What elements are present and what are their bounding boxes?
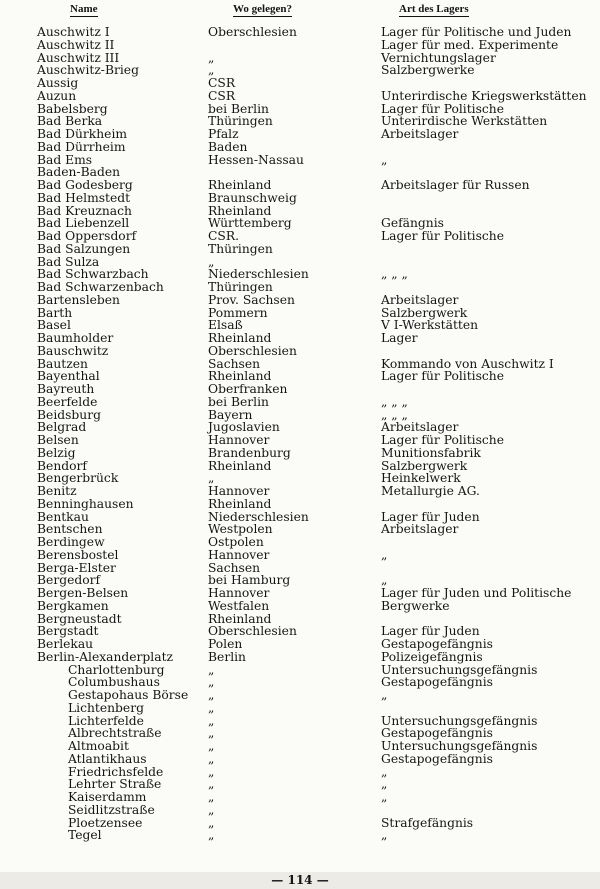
table-row (0, 307, 600, 320)
camp-type: Strafgefängnis (381, 815, 474, 830)
camp-location: „ (208, 828, 215, 843)
camp-location: Baden (208, 139, 248, 154)
camp-name: Benitz (37, 484, 77, 498)
camp-name: Bergneustadt (37, 611, 122, 626)
table-row (0, 536, 600, 549)
camp-type: Vernichtungslager (381, 50, 496, 65)
table-row (0, 689, 600, 702)
table-row (0, 26, 600, 39)
camp-location: Rheinland (208, 496, 272, 511)
camp-type: Salzbergwerk (381, 458, 468, 473)
page-footer (0, 872, 600, 889)
camp-location: Pommern (208, 305, 268, 320)
table-row (0, 421, 600, 434)
camp-name: Lichtenberg (68, 700, 144, 715)
camp-location: Prov. Sachsen (208, 292, 295, 307)
table-row (0, 740, 600, 753)
camp-location: CSR (208, 76, 236, 90)
camp-type: Untersuchungsgefängnis (381, 662, 538, 677)
camp-type: Lager für Politische (381, 101, 505, 116)
camp-location: Rheinland (208, 369, 272, 384)
camp-location: „ (208, 63, 215, 78)
camp-type: „ „ „ (381, 407, 408, 422)
camp-type: Unterirdische Kriegswerkstätten (381, 88, 587, 103)
camp-name: Bad Salzungen (37, 241, 131, 256)
camp-name: Auschwitz-Brieg (37, 63, 139, 78)
table-row (0, 498, 600, 511)
camp-name: Lehrter Straße (68, 777, 162, 792)
camp-location: Bayern (208, 407, 253, 422)
camp-type: Gestapogefängnis (381, 726, 493, 741)
camp-type: Salzbergwerk (381, 305, 468, 320)
camp-location: „ (208, 790, 215, 804)
table-row (0, 472, 600, 485)
camp-type: Bergwerke (381, 598, 450, 613)
camp-type: „ (381, 547, 388, 562)
table-row (0, 141, 600, 154)
camp-location: Hannover (208, 547, 270, 562)
camp-name: Baumholder (37, 331, 114, 345)
camp-name: Benninghausen (37, 496, 134, 511)
camp-name: Bentkau (37, 509, 89, 524)
camp-location: Thüringen (208, 114, 273, 129)
camp-location: Hessen-Nassau (208, 152, 304, 167)
camp-location: Thüringen (208, 241, 273, 256)
camp-name: Bergstadt (37, 624, 99, 639)
camp-location: Rheinland (208, 611, 272, 626)
camp-location: CSR. (208, 229, 240, 243)
column-header-name: Name (70, 3, 98, 15)
camp-name: Columbushaus (68, 675, 160, 690)
camp-type: „ (381, 573, 388, 588)
camp-name: Friedrichsfelde (68, 764, 164, 779)
camp-type: Arbeitslager (381, 420, 459, 435)
table-row (0, 651, 600, 664)
camp-location: „ (208, 471, 215, 486)
table-row (0, 702, 600, 715)
camp-location: „ (208, 815, 215, 830)
camp-name: Bendorf (37, 458, 87, 473)
table-row (0, 753, 600, 766)
table-row (0, 485, 600, 498)
camp-name: Lichterfelde (68, 713, 144, 728)
camp-type: Arbeitslager für Russen (381, 178, 530, 192)
camp-name: Auschwitz II (37, 37, 115, 52)
camp-name: Babelsberg (37, 101, 108, 116)
camp-name: Aussig (37, 76, 79, 90)
camp-type: Munitionsfabrik (381, 445, 481, 460)
camp-location: Rheinland (208, 458, 272, 473)
camp-type: Lager für Politische (381, 369, 505, 384)
camp-name: Berensbostel (37, 547, 119, 562)
camp-type: Lager (381, 331, 418, 345)
table-row (0, 549, 600, 562)
camp-type: Heinkelwerk (381, 471, 461, 486)
camp-name: Belzig (37, 445, 76, 460)
table-row (0, 39, 600, 52)
camp-location: Württemberg (208, 216, 292, 231)
camp-name: Altmoabit (68, 739, 129, 753)
camp-type: Kommando von Auschwitz I (381, 356, 554, 371)
camp-location: bei Berlin (208, 394, 269, 409)
camp-location: „ (208, 688, 215, 702)
camp-location: Pfalz (208, 127, 239, 141)
table-row (0, 804, 600, 817)
camp-name: Berlekau (37, 637, 94, 651)
camp-location: „ (208, 700, 215, 715)
camp-name: Auschwitz III (37, 50, 120, 65)
camp-name: Bautzen (37, 356, 88, 371)
camp-location: Thüringen (208, 280, 273, 294)
camp-name: Charlottenburg (68, 662, 165, 677)
camp-name: Belsen (37, 433, 79, 447)
camp-type: Lager für Politische und Juden (381, 25, 572, 39)
camp-location: Niederschlesien (208, 509, 309, 524)
camp-type: V I-Werkstätten (381, 318, 479, 333)
camp-name: Bengerbrück (37, 471, 119, 486)
camp-location: Rheinland (208, 178, 272, 192)
camp-type: Untersuchungsgefängnis (381, 713, 538, 728)
camp-type: „ (381, 828, 388, 843)
camp-type: „ „ „ (381, 267, 408, 282)
camp-name: Bad Schwarzbach (37, 267, 149, 282)
camp-name: Kaiserdamm (68, 790, 147, 804)
camp-type: „ (381, 764, 388, 779)
camp-name: Berlin-Alexanderplatz (37, 649, 173, 664)
camp-type: „ (381, 790, 388, 804)
table-row (0, 791, 600, 804)
table-row (0, 90, 600, 103)
table-row (0, 332, 600, 345)
camp-type: Untersuchungsgefängnis (381, 739, 538, 753)
table-row (0, 128, 600, 141)
camp-location: „ (208, 662, 215, 677)
camp-location: Westfalen (208, 598, 270, 613)
camp-name: Berga-Elster (37, 560, 116, 575)
camp-location: Rheinland (208, 331, 272, 345)
camp-type: Lager für Politische (381, 433, 505, 447)
camp-type: „ (381, 152, 388, 167)
camp-location: Elsaß (208, 318, 243, 333)
camp-name: Bad Liebenzell (37, 216, 130, 231)
camp-type: Arbeitslager (381, 522, 459, 537)
camp-name: Belgrad (37, 420, 87, 435)
table-row (0, 64, 600, 77)
camp-location: Oberschlesien (208, 343, 297, 358)
camp-name: Bergedorf (37, 573, 101, 588)
camp-location: Jugoslavien (208, 420, 280, 435)
table-header (0, 3, 600, 23)
camp-location: bei Berlin (208, 101, 269, 116)
camp-name: Bad Oppersdorf (37, 229, 137, 243)
camp-name: Atlantikhaus (68, 751, 147, 766)
camp-name: Bad Helmstedt (37, 190, 131, 205)
camp-name: Bad Sulza (37, 254, 100, 269)
camp-name: Bad Ems (37, 152, 93, 167)
camp-location: CSR (208, 88, 236, 103)
camp-location: „ (208, 50, 215, 65)
camp-name: Gestapohaus Börse (68, 688, 189, 702)
camp-name: Bentschen (37, 522, 103, 537)
camp-name: Bayreuth (37, 382, 95, 396)
table-row (0, 638, 600, 651)
camp-location: „ (208, 713, 215, 728)
page-number: — 114 — (271, 873, 329, 887)
camp-location: bei Hamburg (208, 573, 291, 588)
camp-location: Hannover (208, 484, 270, 498)
camp-type: „ (381, 688, 388, 702)
camp-type: Gestapogefängnis (381, 675, 493, 690)
camp-type: Lager für Juden (381, 624, 480, 639)
camp-type: Lager für Juden und Politische (381, 586, 572, 600)
camp-type: Lager für Politische (381, 229, 505, 243)
camp-location: „ (208, 764, 215, 779)
camp-location: Oberschlesien (208, 624, 297, 639)
camp-location: „ (208, 675, 215, 690)
camp-location: Polen (208, 637, 243, 651)
camp-name: Baden-Baden (37, 165, 121, 180)
camp-location: „ (208, 777, 215, 792)
camp-name: Barth (37, 305, 73, 320)
camp-location: Ostpolen (208, 535, 264, 549)
camp-type: Metallurgie AG. (381, 484, 480, 498)
camp-type: „ „ „ (381, 394, 408, 409)
camp-name: Bergen-Belsen (37, 586, 129, 600)
table-row (0, 77, 600, 90)
camp-name: Basel (37, 318, 71, 333)
table-row (0, 294, 600, 307)
camp-location: Oberfranken (208, 382, 288, 396)
camp-location: Westpolen (208, 522, 273, 537)
camp-type: Gestapogefängnis (381, 751, 493, 766)
camp-name: Bartensleben (37, 292, 120, 307)
table-row (0, 179, 600, 192)
camp-location: „ (208, 802, 215, 817)
camp-location: „ (208, 751, 215, 766)
camp-type: Gefängnis (381, 216, 444, 231)
camp-location: Berlin (208, 649, 246, 664)
camp-type: Lager für Juden (381, 509, 480, 524)
camp-type: „ (381, 777, 388, 792)
camp-name: Beerfelde (37, 394, 98, 409)
table-row (0, 243, 600, 256)
camp-location: Oberschlesien (208, 25, 297, 39)
camp-type: Unterirdische Werkstätten (381, 114, 548, 129)
camp-name: Bad Kreuznach (37, 203, 132, 218)
column-header-camp-type: Art des Lagers (399, 3, 469, 15)
column-header-location: Wo gelegen? (233, 3, 292, 15)
table-row (0, 600, 600, 613)
camp-type: Gestapogefängnis (381, 637, 493, 651)
table-row (0, 409, 600, 422)
camp-location: Brandenburg (208, 445, 291, 460)
table-row (0, 383, 600, 396)
camp-name: Ploetzensee (68, 815, 143, 830)
table-row (0, 447, 600, 460)
camp-location: Rheinland (208, 203, 272, 218)
camp-location: „ (208, 739, 215, 753)
table-row (0, 434, 600, 447)
camp-name: Bad Schwarzenbach (37, 280, 164, 294)
table-row (0, 396, 600, 409)
camp-name: Bad Godesberg (37, 178, 133, 192)
camp-location: Niederschlesien (208, 267, 309, 282)
camp-location: Sachsen (208, 560, 261, 575)
camp-name: Berdingew (37, 535, 105, 549)
camp-location: Hannover (208, 433, 270, 447)
camp-name: Seidlitzstraße (68, 802, 155, 817)
camp-name: Auschwitz I (37, 25, 110, 39)
camp-name: Bauschwitz (37, 343, 109, 358)
table-row (0, 281, 600, 294)
camp-location: „ (208, 726, 215, 741)
camp-location: Braunschweig (208, 190, 297, 205)
camp-type: Lager für med. Experimente (381, 37, 559, 52)
camp-name: Bergkamen (37, 598, 109, 613)
table-row (0, 345, 600, 358)
table-row (0, 192, 600, 205)
camp-name: Bad Dürkheim (37, 127, 128, 141)
camp-list (0, 26, 600, 842)
camp-location: Hannover (208, 586, 270, 600)
camp-name: Bayenthal (37, 369, 100, 384)
camp-location: „ (208, 254, 215, 269)
camp-type: Arbeitslager (381, 292, 459, 307)
camp-name: Auzun (37, 88, 77, 103)
camp-type: Polizeigefängnis (381, 649, 483, 664)
table-row (0, 587, 600, 600)
camp-location: Sachsen (208, 356, 261, 371)
camp-name: Albrechtstraße (68, 726, 162, 741)
table-row (0, 230, 600, 243)
camp-type: Salzbergwerke (381, 63, 475, 78)
camp-name: Bad Dürrheim (37, 139, 126, 154)
camp-name: Tegel (68, 828, 102, 843)
table-row (0, 829, 600, 842)
camp-name: Beidsburg (37, 407, 101, 422)
camp-type: Arbeitslager (381, 127, 459, 141)
camp-name: Bad Berka (37, 114, 103, 129)
